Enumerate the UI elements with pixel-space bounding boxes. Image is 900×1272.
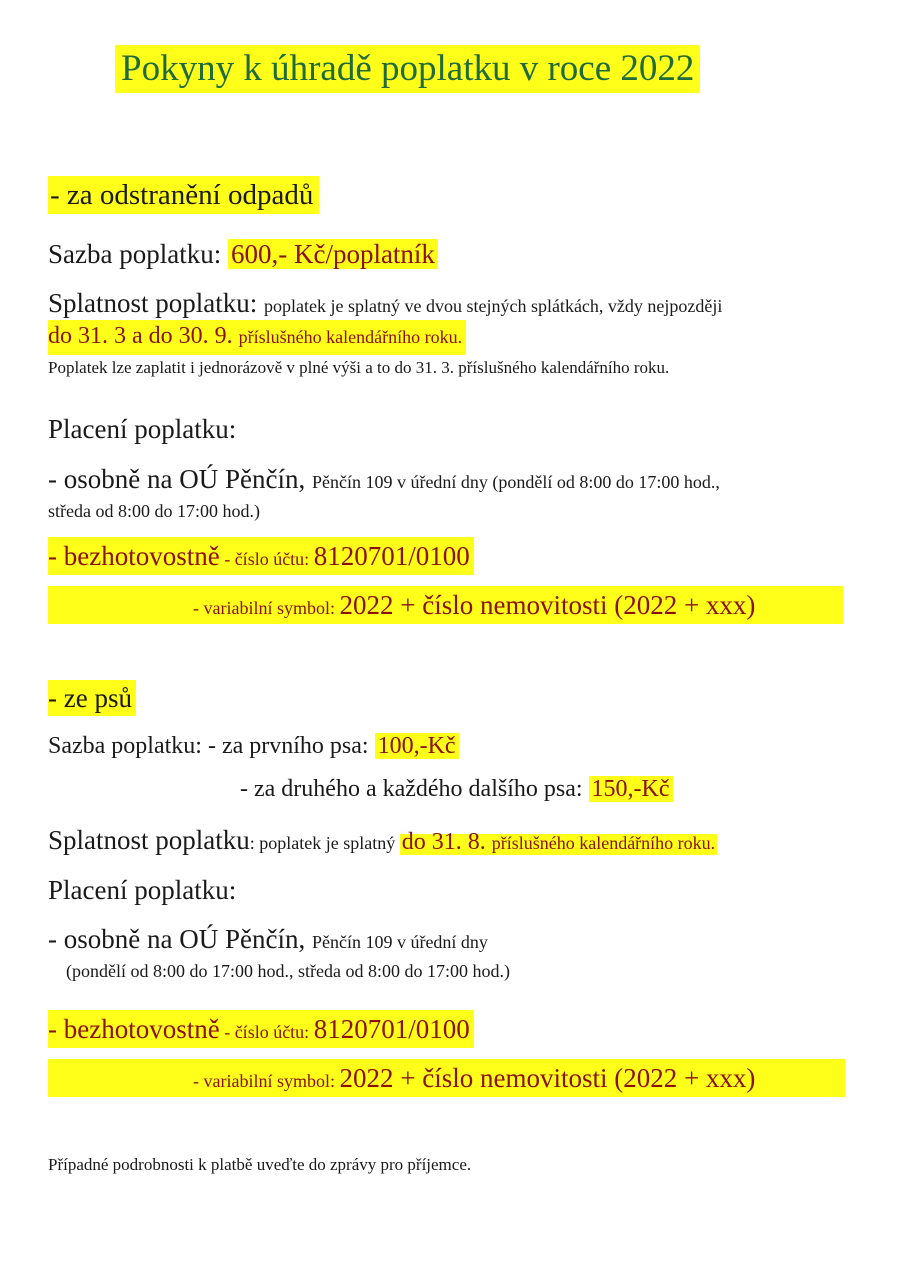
- dogs-due-row: [48, 822, 717, 863]
- waste-cashless-row: [48, 537, 474, 575]
- dogs-due-highlight: [400, 829, 717, 855]
- waste-due-dates: do 31. 3 a do 30. 9.: [48, 323, 239, 349]
- dogs-due-period: příslušného kalendářního roku.: [491, 833, 716, 853]
- page-title: Pokyny k úhradě poplatku v roce 2022: [115, 45, 700, 93]
- waste-rate-row: [48, 235, 438, 273]
- dogs-cashless-row: [48, 1010, 474, 1048]
- waste-heading: - za odstranění odpadů: [48, 176, 319, 214]
- dogs-payment-heading: Placení poplatku:: [48, 875, 237, 905]
- waste-vs-row: [193, 586, 755, 624]
- waste-personal-prefix: - osobně na OÚ Pěnčín,: [48, 464, 312, 494]
- dogs-personal-hours: (pondělí od 8:00 do 17:00 hod., středa od 8:00 do 17:00 hod.): [66, 961, 510, 981]
- dogs-account-label: - číslo účtu:: [219, 1022, 314, 1042]
- dogs-account-number: 8120701/0100: [313, 1014, 470, 1044]
- waste-one-time-note: Poplatek lze zaplatit i jednorázově v plné výši a to do 31. 3. příslušného kalendářního roku.: [48, 358, 670, 377]
- dogs-due-text: : poplatek je splatný: [249, 833, 400, 853]
- waste-due-label: Splatnost poplatku:: [48, 288, 264, 318]
- dogs-vs-row: [193, 1059, 755, 1097]
- dogs-personal-row: [48, 922, 488, 961]
- dogs-due-date: do 31. 8.: [401, 829, 492, 855]
- dogs-rate-other: 150,-Kč: [589, 776, 673, 802]
- waste-cashless-label: - bezhotovostně: [48, 541, 220, 571]
- waste-due-text: poplatek je splatný ve dvou stejných splátkách, vždy nejpozději: [264, 296, 723, 316]
- waste-account-label: - číslo účtu:: [219, 549, 314, 569]
- dogs-personal-prefix: - osobně na OÚ Pěnčín,: [48, 924, 312, 954]
- waste-due-period: příslušného kalendářního roku.: [238, 327, 463, 347]
- waste-due-row: [48, 287, 722, 324]
- footer-note: Případné podrobnosti k platbě uveďte do zprávy pro příjemce.: [48, 1155, 472, 1174]
- waste-due-dates-row: [48, 320, 466, 355]
- waste-personal-row: [48, 462, 720, 501]
- dogs-rate-other-row: [240, 772, 673, 806]
- dogs-rate-label: Sazba poplatku: - za prvního psa:: [48, 733, 375, 759]
- dogs-rate-first: 100,-Kč: [375, 733, 459, 759]
- waste-account-number: 8120701/0100: [313, 541, 470, 571]
- dogs-vs-value: 2022 + číslo nemovitosti (2022 + xxx): [339, 1063, 756, 1093]
- dogs-cashless-label: - bezhotovostně: [48, 1014, 220, 1044]
- dogs-vs-label: - variabilní symbol:: [193, 1071, 340, 1091]
- dogs-personal-address: Pěnčín 109 v úřední dny: [311, 932, 488, 952]
- dogs-rate-other-label: - za druhého a každého dalšího psa:: [240, 776, 589, 802]
- dogs-rate-row: [48, 729, 459, 763]
- dogs-due-label: Splatnost poplatku: [48, 825, 250, 855]
- dogs-heading: - ze psů: [48, 680, 136, 716]
- waste-payment-heading: Placení poplatku:: [48, 414, 237, 444]
- waste-rate-label: Sazba poplatku:: [48, 239, 228, 269]
- waste-personal-hours: středa od 8:00 do 17:00 hod.): [48, 501, 260, 521]
- waste-personal-address: Pěnčín 109 v úřední dny (pondělí od 8:00 do 17:00 hod.,: [311, 472, 720, 492]
- waste-vs-label: - variabilní symbol:: [193, 598, 340, 618]
- waste-rate-value: 600,- Kč/poplatník: [228, 239, 438, 269]
- waste-vs-value: 2022 + číslo nemovitosti (2022 + xxx): [339, 590, 756, 620]
